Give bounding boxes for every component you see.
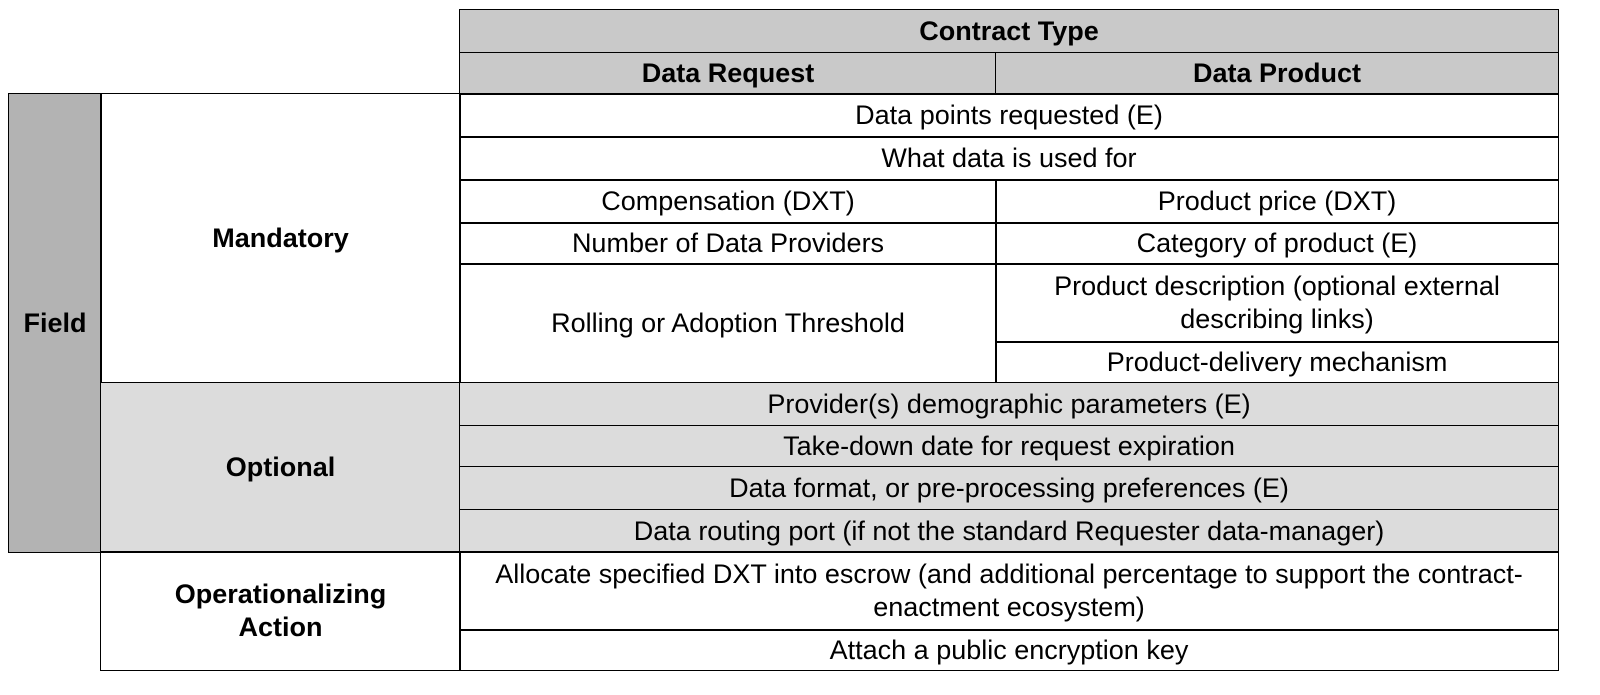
- field-label: Field: [8, 93, 102, 553]
- category-of-product-cell: Category of product (E): [995, 222, 1559, 265]
- escrow-action-cell: Allocate specified DXT into escrow (and additional percentage to support the contract-enactment ecosystem): [459, 551, 1559, 631]
- optional-row: Data routing port (if not the standard Requester data-manager): [459, 509, 1559, 553]
- optional-label: Optional: [100, 382, 461, 553]
- contract-type-header: Contract Type: [459, 9, 1559, 54]
- product-description-cell: Product description (optional external describing links): [995, 263, 1559, 343]
- mandatory-label: Mandatory: [100, 93, 461, 384]
- data-use-cell: What data is used for: [459, 136, 1559, 181]
- number-of-providers-cell: Number of Data Providers: [459, 222, 997, 265]
- product-price-cell: Product price (DXT): [995, 179, 1559, 224]
- data-request-header: Data Request: [459, 52, 997, 95]
- optional-row: Data format, or pre-processing preferences (E): [459, 466, 1559, 511]
- compensation-cell: Compensation (DXT): [459, 179, 997, 224]
- optional-row: Provider(s) demographic parameters (E): [459, 382, 1559, 427]
- encryption-key-cell: Attach a public encryption key: [459, 629, 1559, 671]
- data-product-header: Data Product: [995, 52, 1559, 95]
- optional-row: Take-down date for request expiration: [459, 425, 1559, 468]
- data-points-requested-cell: Data points requested (E): [459, 93, 1559, 138]
- product-delivery-cell: Product-delivery mechanism: [995, 341, 1559, 384]
- operationalizing-action-label: Operationalizing Action: [100, 551, 461, 671]
- threshold-cell: Rolling or Adoption Threshold: [459, 263, 997, 384]
